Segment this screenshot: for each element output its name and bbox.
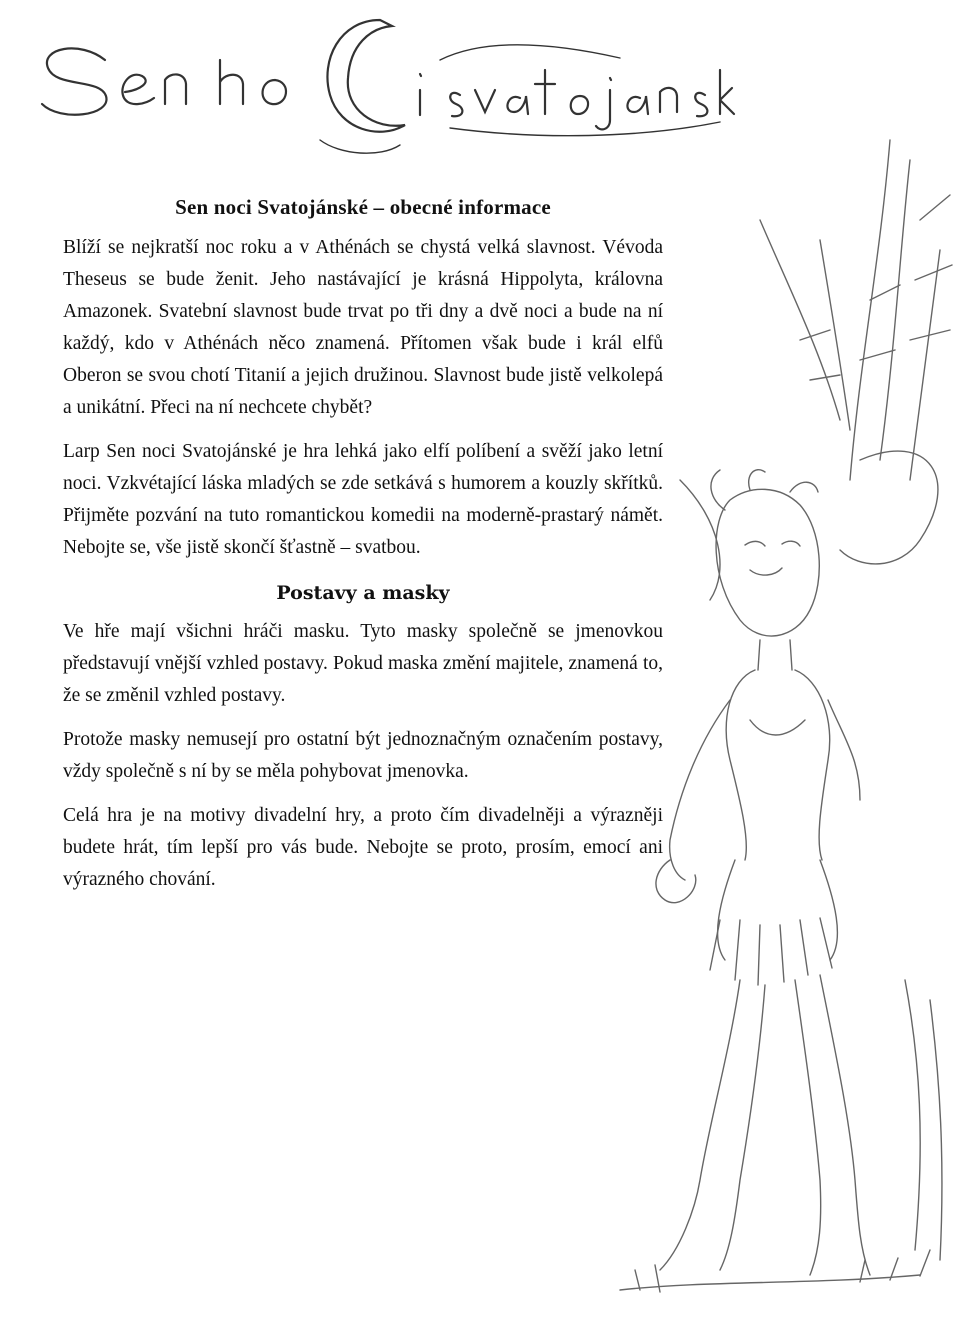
page-title: Sen noci Svatojánské – obecné informace bbox=[175, 195, 551, 219]
section-heading: Postavy a masky bbox=[276, 582, 450, 604]
intro-paragraph: Larp Sen noci Svatojánské je hra lehká jako elfí políbení a svěží jako letní noci. Vzkvétající láska mladých se zde setkává s humorem a kouzly skřítků. Přijměte pozvání na tuto romantickou komedii na moderně-prastarý námět. Nebojte se, vše jistě skončí šťastně – svatbou. bbox=[63, 441, 663, 558]
intro-paragraph: Blíží se nejkratší noc roku a v Athénách se chystá velká slavnost. Vévoda Theseus se bude ženit. Jeho nastávající je krásná Hippolyta, královna Amazonek. Svatební slavnost bude trvat po tři dny a dvě noci a bude na ní každý, kdo v Athénách něco znamená. Přítomen však bude i král elfů Oberon se svou chotí Titanií a jejich družinou. Slavnost bude jistě velkolepá a unikátní. Přeci na ní nechcete chybět? bbox=[63, 237, 663, 418]
masks-paragraph: Protože masky nemusejí pro ostatní být jednoznačným označením postavy, vždy společně s ní by se měla pohybovat jmenovka. bbox=[63, 729, 663, 782]
masks-paragraph: Ve hře mají všichni hráči masku. Tyto masky společně se jmenovkou představují vnější vzhled postavy. Pokud maska změní majitele, znamená to, že se změnil vzhled postavy. bbox=[63, 621, 663, 706]
document-body bbox=[63, 195, 663, 908]
masks-paragraph: Celá hra je na motivy divadelní hry, a proto čím divadelněji a výrazněji budete hrát, tím lepší pro vás bude. Nebojte se proto, prosím, emocí ani výrazného chování. bbox=[63, 805, 663, 890]
